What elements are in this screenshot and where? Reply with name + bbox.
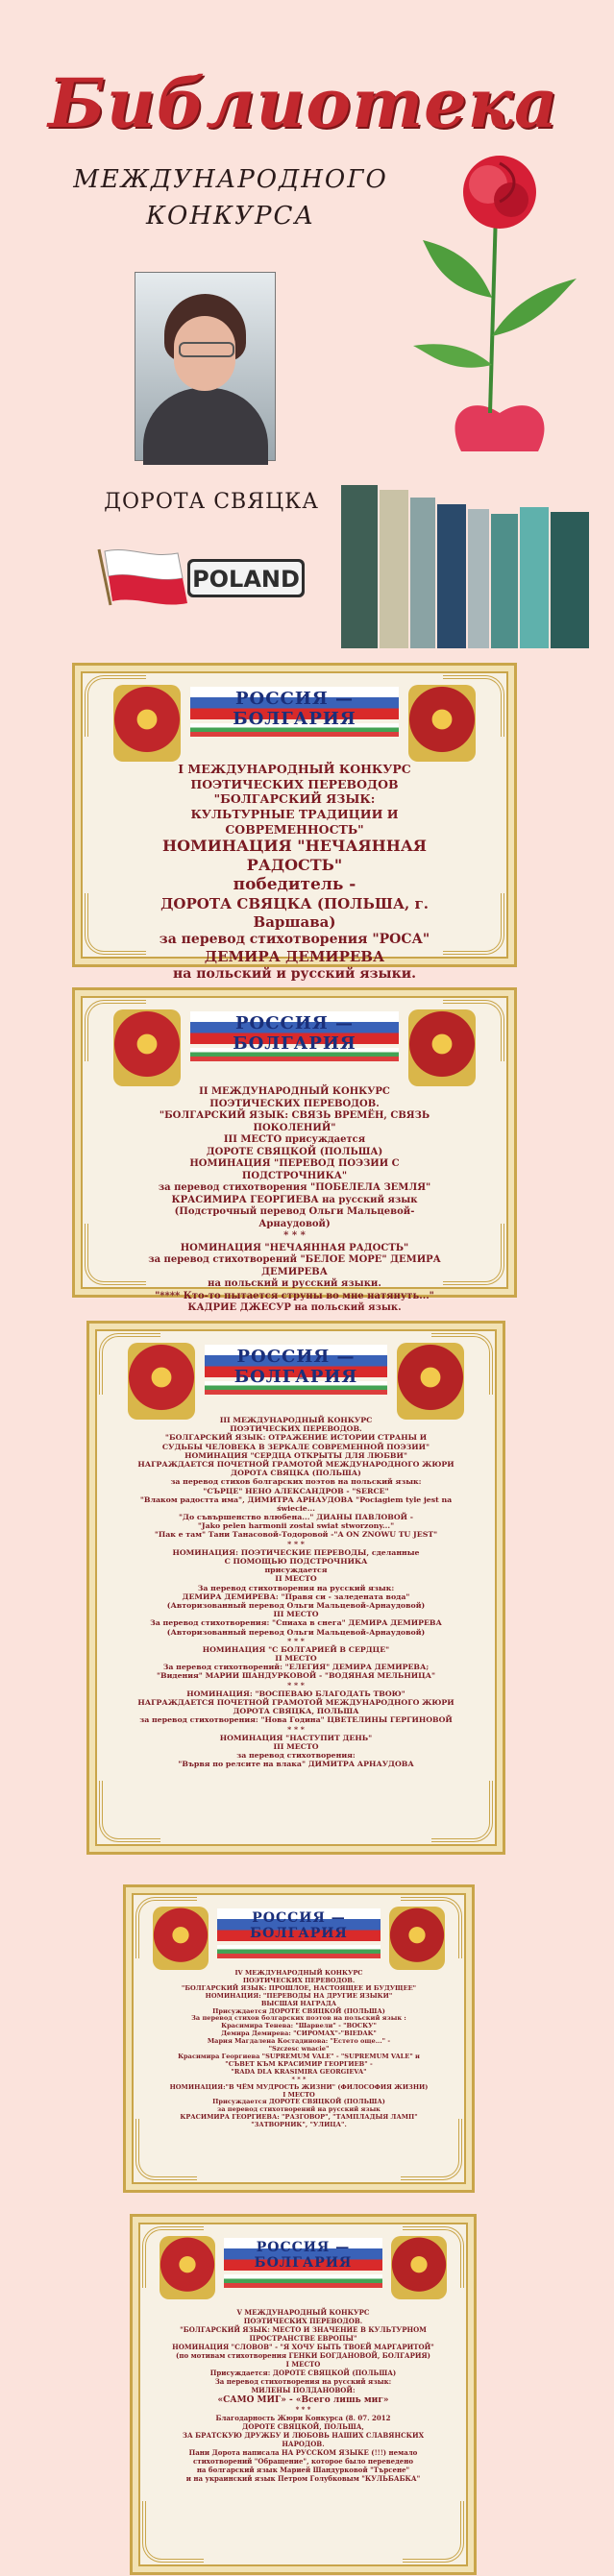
certificate-2 xyxy=(72,987,517,1313)
certificate-header: РОССИЯ — БОЛГАРИЯ xyxy=(233,1013,356,1054)
certificate-line: I МЕСТО xyxy=(282,2090,315,2099)
certificate-line: Мария Магдалена Костадинова: "Естето още..." - xyxy=(207,2037,391,2046)
certificate-line: III МЕЖДУНАРОДНЫЙ КОНКУРС xyxy=(219,1416,373,1424)
subtitle-international: МЕЖДУНАРОДНОГО xyxy=(73,165,388,194)
certificate-line: "СЪРЦЕ" НЕНО АЛЕКСАНДРОВ - "SERCE" xyxy=(203,1486,389,1495)
certificate-1 xyxy=(72,663,517,983)
certificate-line: IV МЕЖДУНАРОДНЫЙ КОНКУРС xyxy=(234,1969,363,1977)
certificate-line: "БОЛГАРСКИЙ ЯЗЫК: СВЯЗЬ ВРЕМЁН, СВЯЗЬ ПОКОЛЕНИЙ" xyxy=(159,1110,433,1133)
certificate-line: (по мотивам стихотворения ГЕНКИ БОГДАНОВОЙ, БОЛГАРИЯ) xyxy=(176,2350,430,2360)
russia-emblem-icon xyxy=(153,1907,209,1970)
certificate-line: ЗА БРАТСКУЮ ДРУЖБУ И ЛЮБОВЬ НАШИХ СЛАВЯНСКИХ НАРОДОВ. xyxy=(182,2430,427,2448)
certificate-line: * * * xyxy=(283,1230,306,1241)
certificate-line: "Вървя по релсите на влака" ДИМИТРА АРНАУДОВА xyxy=(178,1760,414,1769)
certificate-line: ДЕМИРА ДЕМИРЕВА: "Правя си - заледената вода" xyxy=(182,1592,410,1601)
certificate-line: КАДРИЕ ДЖЕСУР на польский язык. xyxy=(187,1302,402,1313)
certificate-line: Пани Дорота написала НА РУССКОМ ЯЗЫКЕ (!!!) немало xyxy=(188,2447,418,2457)
certificate-line: "СЪВЕТ КЪМ КРАСИМИР ГЕОРГИЕВ" - xyxy=(225,2059,373,2068)
certificate-line: Присуждается ДОРОТЕ СВЯЦКОЙ (ПОЛЬША) xyxy=(212,2006,385,2015)
certificate-line: ДЕМИРА ДЕМИРЕВА xyxy=(204,948,385,966)
library-header xyxy=(0,0,614,663)
certificate-line: "**** Кто-то пытается струны во мне натянуть..." xyxy=(155,1290,434,1301)
certificate-line: КРАСИМИРА ГЕОРГИЕВА: "РАЗГОВОР", "ТАМПЛАДЫЯ ЛАМП" xyxy=(180,2113,418,2122)
certificate-line: КРАСИМИРА ГЕОРГИЕВА на русский язык xyxy=(171,1194,418,1205)
certificate-line: НАГРАЖДАЕТСЯ ПОЧЕТНОЙ ГРАМОТОЙ МЕЖДУНАРОДНОГО ЖЮРИ xyxy=(137,1459,454,1469)
certificate-line: II МЕСТО xyxy=(275,1574,317,1584)
certificate-line: Демира Демирева: "СИРОМАХ"-"BIEDAK" xyxy=(221,2029,377,2038)
certificate-line: * * * xyxy=(287,1724,305,1734)
certificate-line: СУДЬБЫ ЧЕЛОВЕКА В ЗЕРКАЛЕ СОВРЕМЕННОЙ ПОЭЗИИ" xyxy=(161,1442,430,1451)
books-illustration xyxy=(336,480,596,653)
certificate-line: НОМИНАЦИЯ: "ВОСПЕВАЮ БЛАГОДАТЬ ТВОЮ" xyxy=(186,1689,405,1698)
certificate-line: "ЗАТВОРНИК", "УЛИЦА". xyxy=(251,2121,347,2129)
certificate-line: «САМО МИГ» - «Всего лишь миг» xyxy=(217,2394,389,2405)
bulgaria-emblem-icon xyxy=(397,1343,464,1420)
certificate-line: НОМИНАЦИЯ "СЛОВОВ" - "Я ХОЧУ БЫТЬ ТВОЕЙ МАРГАРИТОЙ" xyxy=(172,2342,434,2351)
certificate-text xyxy=(137,1416,454,1769)
certificate-line: "БОЛГАРСКИЙ ЯЗЫК: ОТРАЖЕНИЕ ИСТОРИИ СТРАНЫ И xyxy=(164,1433,428,1443)
certificate-line: Благодарность Жюри Конкурса (8. 07. 2012 xyxy=(215,2414,391,2422)
russia-emblem-icon xyxy=(160,2236,215,2299)
certificate-line: * * * xyxy=(291,2075,307,2083)
certificate-line: (Подстрочный перевод Ольги Мальцевой-Арнаудовой) xyxy=(174,1206,415,1229)
certificate-line: за перевод стихотворения: xyxy=(236,1751,356,1761)
certificate-5 xyxy=(130,2214,477,2575)
certificate-line: Красимира Тенева: "Шарвели" - "ВОСКУ" xyxy=(221,2022,377,2030)
certificate-line: III МЕСТО xyxy=(273,1610,319,1619)
certificate-line: * * * xyxy=(287,1539,305,1548)
certificate-line: НОМИНАЦИЯ "НАСТУПИТ ДЕНЬ" xyxy=(219,1733,373,1742)
certificate-line: С ПОМОЩЬЮ ПОДСТРОЧНИКА xyxy=(224,1557,368,1566)
certificate-line: За перевод стихов болгарских поэтов на польский язык : xyxy=(191,2014,406,2023)
certificate-line: Присуждается: ДОРОТЕ СВЯЦКОЙ (ПОЛЬША) xyxy=(209,2368,397,2377)
certificate-line: ДОРОТЕ СВЯЦКОЙ (ПОЛЬША) xyxy=(206,1146,383,1157)
certificate-line: ДОРОТА СВЯЦКА (ПОЛЬША) xyxy=(231,1469,361,1478)
certificate-line: ПОЭТИЧЕСКИХ ПЕРЕВОДОВ. xyxy=(242,1976,356,1984)
russia-emblem-icon xyxy=(113,685,181,762)
certificate-line: II МЕСТО xyxy=(275,1654,317,1664)
certificate-line: За перевод стихотворения на русский язык: xyxy=(197,1583,395,1592)
certificate-header: РОССИЯ — БОЛГАРИЯ xyxy=(254,2240,353,2271)
certificate-line: "До съвършенство влюбена..." ДИАНЫ ПАВЛОВОЙ - xyxy=(179,1513,413,1522)
certificate-line: За перевод стихотворения: "Спиаха в снега" ДЕМИРА ДЕМИРЕВА xyxy=(150,1618,442,1628)
certificate-line: За перевод стихотворений: "ЕЛЕГИЯ" ДЕМИРА ДЕМИРЕВА; xyxy=(162,1663,430,1672)
certificate-line: за перевод стихотворения "РОСА" xyxy=(159,931,430,947)
certificate-line: НОМИНАЦИЯ: ПОЭТИЧЕСКИЕ ПЕРЕВОДЫ, сделанные xyxy=(172,1547,420,1557)
certificate-line: за перевод стихотворений на русский язык xyxy=(217,2105,381,2114)
certificate-line: и на украинский язык Петром Голубковым "КУЛЬБАБКА" xyxy=(185,2473,421,2483)
certificate-line: НОМИНАЦИЯ:"В ЧЁМ МУДРОСТЬ ЖИЗНИ" (ФИЛОСОФИЯ ЖИЗНИ) xyxy=(169,2082,429,2091)
library-title: Библиотека xyxy=(48,63,559,143)
certificate-header: РОССИЯ — БОЛГАРИЯ xyxy=(250,1910,348,1941)
certificate-line: ДОРОТА СВЯЦКА (ПОЛЬША, г. Варшава) xyxy=(160,895,434,932)
certificate-header: РОССИЯ — БОЛГАРИЯ xyxy=(233,1347,358,1387)
certificate-line: * * * xyxy=(287,1680,305,1689)
certificate-4 xyxy=(123,1884,475,2193)
certificate-line: За перевод стихотворения на русский язык: xyxy=(214,2376,392,2386)
certificate-line: ДОРОТА СВЯЦКА, ПОЛЬША xyxy=(233,1707,359,1716)
certificate-line: * * * xyxy=(295,2405,311,2415)
certificate-line: победитель - xyxy=(233,875,356,895)
certificate-line: ПОЭТИЧЕСКИХ ПЕРЕВОДОВ. xyxy=(230,1424,362,1434)
certificate-3 xyxy=(86,1321,505,1855)
certificate-line: за перевод стихотворений "БЕЛОЕ МОРЕ" ДЕМИРА ДЕМИРЕВА xyxy=(148,1254,445,1277)
certificate-line: ДОРОТЕ СВЯЦКОЙ, ПОЛЬША, xyxy=(242,2421,364,2431)
certificate-line: за перевод стихов болгарских поэтов на польский язык: xyxy=(170,1477,422,1487)
certificate-line: на польский и русский языки. xyxy=(173,966,416,983)
certificate-text xyxy=(164,1970,433,2129)
certificate-line: НАГРАЖДАЕТСЯ ПОЧЕТНОЙ ГРАМОТОЙ МЕЖДУНАРОДНОГО ЖЮРИ xyxy=(137,1698,454,1707)
certificate-line: НОМИНАЦИЯ: "ПЕРЕВОДЫ НА ДРУГИЕ ЯЗЫКИ" xyxy=(205,1991,393,2000)
rose-illustration xyxy=(404,125,596,461)
certificate-line: * * * xyxy=(287,1636,305,1645)
certificate-line: "Jako pelen harmonii zostal swiat stworzony..." xyxy=(197,1521,395,1531)
certificate-line: НОМИНАЦИЯ "ПЕРЕВОД ПОЭЗИИ С ПОДСТРОЧНИКА" xyxy=(189,1158,404,1181)
certificate-text xyxy=(142,1086,447,1315)
certificate-line: (Авторизованный перевод Ольги Мальцевой-Арнаудовой) xyxy=(166,1627,426,1637)
certificate-line: ПРОСТРАНСТВЕ ЕВРОПЫ" xyxy=(249,2333,357,2343)
certificate-line: "Влаком радостта има", ДИМИТРА АРНАУДОВА "Pociagiem tyle jest na świecie... xyxy=(139,1495,454,1513)
certificate-line: "Szczesc wnacie" xyxy=(268,2045,330,2054)
certificate-line: "RADA DLA KRASIMIRA GEORGIEVA" xyxy=(231,2067,367,2076)
certificate-line: II МЕЖДУНАРОДНЫЙ КОНКУРС xyxy=(199,1086,390,1097)
author-photo xyxy=(135,272,276,461)
certificate-line: присуждается xyxy=(264,1566,328,1575)
certificate-line: Присуждается ДОРОТЕ СВЯЦКОЙ (ПОЛЬША) xyxy=(212,2098,385,2106)
certificate-line: "БОЛГАРСКИЙ ЯЗЫК: ПРОШЛОЕ, НАСТОЯЩЕЕ И БУДУЩЕЕ" xyxy=(181,1983,417,1992)
certificate-line: III МЕСТО присуждается xyxy=(223,1134,366,1145)
certificate-line: НОМИНАЦИЯ "СЕРДЦА ОТКРЫТЫ ДЛЯ ЛЮБВИ" xyxy=(184,1450,407,1460)
bulgaria-emblem-icon xyxy=(391,2236,447,2299)
certificate-line: на болгарский язык Марией Шандурковой "Търсене" xyxy=(196,2465,410,2474)
certificate-line: НОМИНАЦИЯ "НЕЧАЯННАЯ РАДОСТЬ" xyxy=(180,1242,409,1253)
certificate-line: ПОЭТИЧЕСКИХ ПЕРЕВОДОВ. xyxy=(209,1098,380,1109)
certificate-line: I МЕЖДУНАРОДНЫЙ КОНКУРС ПОЭТИЧЕСКИХ ПЕРЕВОДОВ xyxy=(178,762,416,791)
svg-text:POLAND: POLAND xyxy=(192,566,300,593)
certificate-line: V МЕЖДУНАРОДНЫЙ КОНКУРС xyxy=(236,2308,370,2317)
certificate-line: "Пак е там" Тани Танасовой-Тодоровой -"A ON ZNOWU TU JEST" xyxy=(154,1530,438,1540)
bulgaria-emblem-icon xyxy=(408,1009,476,1086)
certificate-line: на польский и русский языки. xyxy=(208,1278,381,1289)
russia-emblem-icon xyxy=(128,1343,195,1420)
certificate-line: за перевод стихотворения "ПОБЕЛЕЛА ЗЕМЛЯ" xyxy=(158,1182,431,1193)
certificate-line: НОМИНАЦИЯ "С БОЛГАРИЕЙ В СЕРДЦЕ" xyxy=(202,1644,390,1654)
poland-flag-icon xyxy=(91,546,312,608)
russia-emblem-icon xyxy=(113,1009,181,1086)
certificate-line: МИЛЕНЫ ПОЛДАНОВОЙ: xyxy=(251,2385,356,2394)
certificate-line: "БОЛГАРСКИЙ ЯЗЫК: xyxy=(213,791,376,807)
certificate-text xyxy=(167,2309,439,2484)
certificate-text xyxy=(142,762,447,984)
certificate-line: Красимира Георгиева "SUPREMUM VALE" - "SUPREMUM VALE" и xyxy=(178,2052,420,2060)
certificate-line: КУЛЬТУРНЫЕ ТРАДИЦИИ И СОВРЕМЕННОСТЬ" xyxy=(190,806,403,837)
certificate-line: I МЕСТО xyxy=(285,2359,321,2369)
certificate-line: "БОЛГАРСКИЙ ЯЗЫК: МЕСТО И ЗНАЧЕНИЕ В КУЛЬТУРНОМ xyxy=(180,2324,427,2334)
subtitle-contest: КОНКУРСА xyxy=(145,202,316,231)
certificate-line: "Видения" МАРИИ ШАНДУРКОВОЙ - "ВОДЯНАЯ МЕЛЬНИЦА" xyxy=(156,1671,436,1681)
bulgaria-emblem-icon xyxy=(408,685,476,762)
bulgaria-emblem-icon xyxy=(389,1907,445,1970)
certificate-header: РОССИЯ — БОЛГАРИЯ xyxy=(233,689,356,729)
certificate-line: ПОЭТИЧЕСКИХ ПЕРЕВОДОВ. xyxy=(243,2316,363,2325)
certificate-line: стихотворений "Обращение", которое было переведено xyxy=(192,2456,414,2466)
certificate-line: III МЕСТО xyxy=(273,1741,319,1751)
certificate-line: НОМИНАЦИЯ "НЕЧАЯННАЯ РАДОСТЬ" xyxy=(161,837,432,875)
certificate-line: (Авторизованный перевод Ольги Мальцевой-Арнаудовой) xyxy=(166,1600,426,1610)
author-name: ДОРОТА СВЯЦКА xyxy=(104,490,319,514)
certificate-line: ВЫСШАЯ НАГРАДА xyxy=(260,1999,337,2007)
certificate-line: за перевод стихотворения: "Нова Година" ЦВЕТЕЛИНЫ ГЕРГИНОВОЙ xyxy=(139,1715,453,1725)
